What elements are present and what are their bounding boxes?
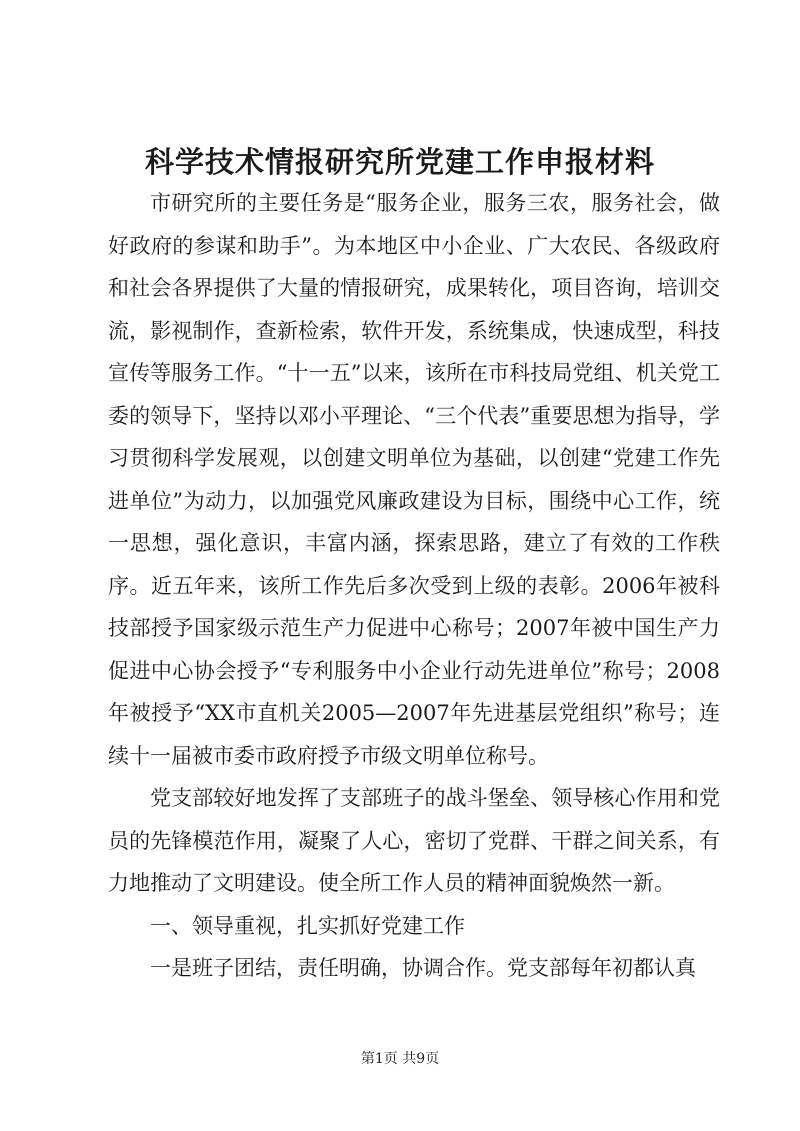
section-heading-1: 一、领导重视，扎实抓好党建工作: [150, 913, 465, 938]
document-title: 科学技术情报研究所党建工作申报材料: [144, 145, 655, 179]
paragraph-3: 一是班子团结，责任明确，协调合作。党支部每年初都认真: [150, 956, 696, 980]
page-number-footer: 第1页 共9页: [360, 1051, 440, 1067]
paragraph-2: 党支部较好地发挥了支部班子的战斗堡垒、领导核心作用和党员的先锋模范作用，凝聚了人心，密切了党群、干群之间关系，有力地推动了文明建设。使全所工作人员的精神面貌焕然一新。: [108, 786, 720, 895]
document-body: [108, 182, 720, 990]
paragraph-1: 市研究所的主要任务是“服务企业，服务三农，服务社会，做好政府的参谋和助手”。为本地区中小企业、广大农民、各级政府和社会各界提供了大量的情报研究，成果转化，项目咨询，培训交流，影视制作，查新检索，软件开发，系统集成，快速成型，科技宣传等服务工作。“十一五”以来，该所在市科技局党组、机关党工委的领导下，坚持以邓小平理论、“三个代表”重要思想为指导，学习贯彻科学发展观，以创建文明单位为基础，以创建“党建工作先进单位”为动力，以加强党风廉政建设为目标，围绕中心工作，统一思想，强化意识，丰富内涵，探索思路，建立了有效的工作秩序。近五年来，该所工作先后多次受到上级的表彰。2006年被科技部授予国家级示范生产力促进中心称号；2007年被中国生产力促进中心协会授予“专利服务中小企业行动先进单位”称号；2008年被授予“XX市直机关2005—2007年先进基层党组织”称号；连续十一届被市委市政府授予市级文明单位称号。: [108, 191, 720, 768]
